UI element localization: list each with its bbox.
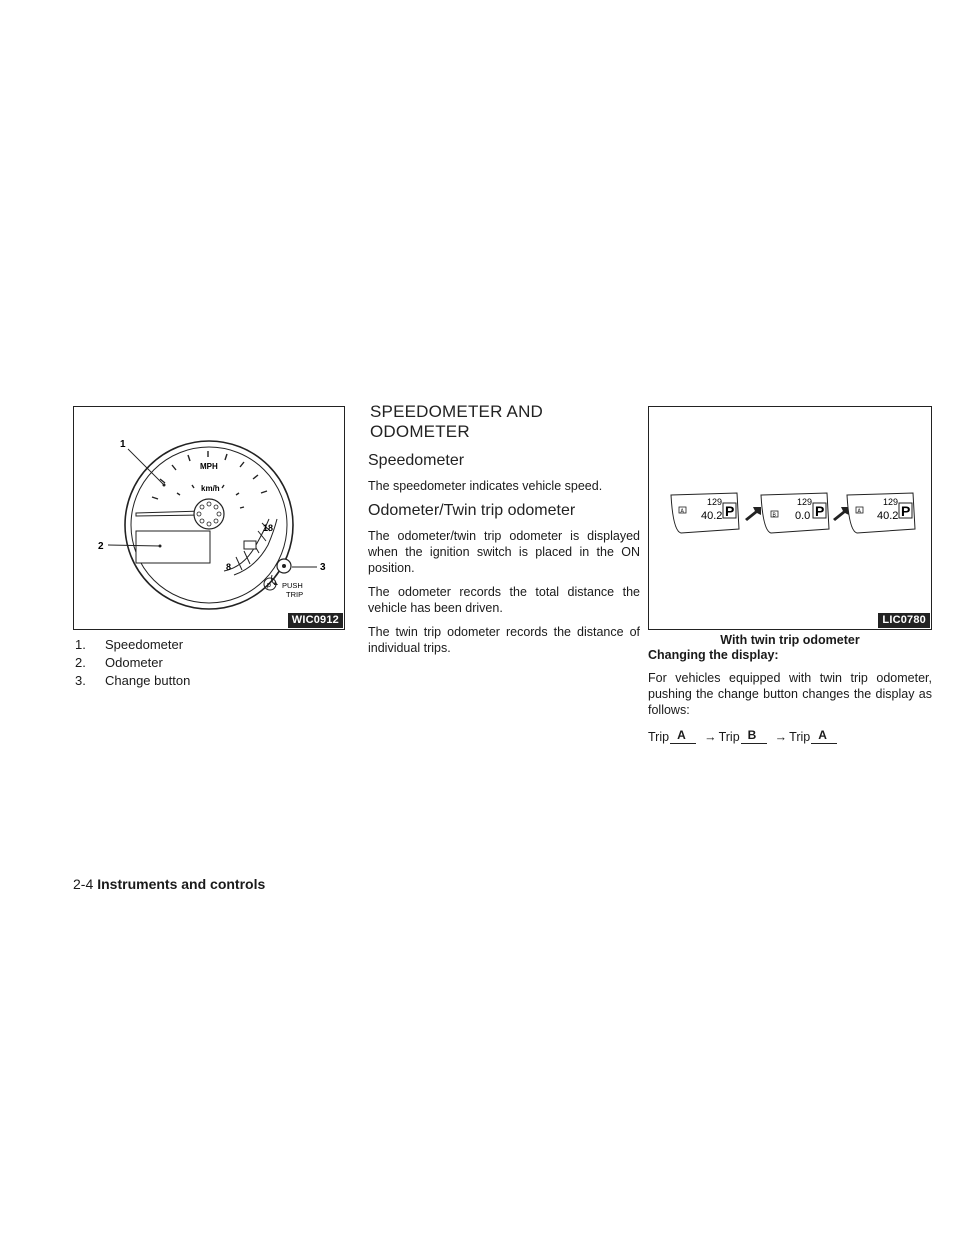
page-footer: [73, 876, 265, 892]
kmh-label: km/h: [201, 484, 220, 493]
changing-paragraph: For vehicles equipped with twin trip odometer, pushing the change button changes the display as follows:: [648, 671, 932, 717]
svg-text:129: 129: [797, 497, 813, 507]
svg-text:P: P: [815, 503, 825, 519]
arrow-icon: →: [704, 730, 717, 744]
callout-2: 2: [98, 541, 104, 552]
figure-legend: [75, 636, 335, 690]
section-title: SPEEDOMETER AND ODOMETER: [370, 402, 544, 441]
section-name: Instruments and controls: [97, 876, 266, 892]
callout-1: 1: [120, 439, 126, 450]
svg-text:A: A: [680, 508, 684, 515]
legend-item: 2. Odometer: [75, 655, 163, 670]
trip-sequence: Trip A → Trip B → Trip A: [648, 730, 932, 744]
changing-display-section: [648, 648, 932, 744]
trip-label: TRIP: [286, 590, 304, 599]
mph-label: MPH: [200, 462, 218, 471]
speedometer-figure: [73, 406, 345, 630]
callout-3: 3: [320, 562, 326, 573]
svg-text:P: P: [725, 503, 735, 519]
arrow-icon: [833, 507, 849, 521]
svg-text:P: P: [901, 503, 911, 519]
trip-display: [847, 493, 915, 533]
speedometer-heading: Speedometer: [368, 452, 465, 469]
trip-odometer-figure: [648, 406, 932, 630]
svg-text:p: p: [267, 582, 271, 589]
speedometer-illustration: [74, 407, 346, 631]
svg-text:0.0: 0.0: [795, 510, 811, 522]
scale-high-label: 18: [263, 523, 274, 533]
main-text-column: [368, 402, 640, 664]
arrow-icon: [745, 507, 761, 521]
odometer-paragraph: The odometer/twin trip odometer is displayed when the ignition switch is placed in the ON position.: [368, 529, 640, 575]
odometer-heading: Odometer/Twin trip odometer: [368, 502, 576, 519]
trip-display: [761, 493, 829, 533]
push-label: PUSH: [282, 581, 303, 590]
page-number: 2-4: [73, 876, 94, 892]
svg-text:40.2: 40.2: [701, 510, 723, 522]
figure-code: WIC0912: [288, 613, 343, 628]
scale-low-label: 8: [226, 562, 232, 572]
trip-b-symbol: B: [741, 731, 767, 744]
legend-item: 3. Change button: [75, 673, 191, 688]
svg-text:129: 129: [883, 497, 899, 507]
legend-item: 1. Speedometer: [75, 637, 184, 652]
svg-text:A: A: [857, 508, 861, 515]
odometer-paragraph: The twin trip odometer records the distance of individual trips.: [368, 625, 640, 655]
changing-heading: Changing the display:: [648, 648, 779, 662]
svg-text:129: 129: [707, 497, 723, 507]
trip-a-symbol: A: [811, 731, 837, 744]
figure-caption: With twin trip odometer: [720, 633, 860, 647]
speedometer-paragraph: The speedometer indicates vehicle speed.: [368, 479, 603, 493]
arrow-icon: →: [774, 730, 788, 744]
svg-text:B: B: [772, 512, 776, 519]
figure-code: LIC0780: [878, 613, 930, 628]
trip-a-symbol: A: [670, 731, 696, 744]
trip-display-illustration: [649, 407, 933, 631]
trip-display: [671, 493, 739, 533]
svg-text:40.2: 40.2: [877, 510, 899, 522]
odometer-paragraph: The odometer records the total distance the vehicle has been driven.: [368, 585, 640, 615]
